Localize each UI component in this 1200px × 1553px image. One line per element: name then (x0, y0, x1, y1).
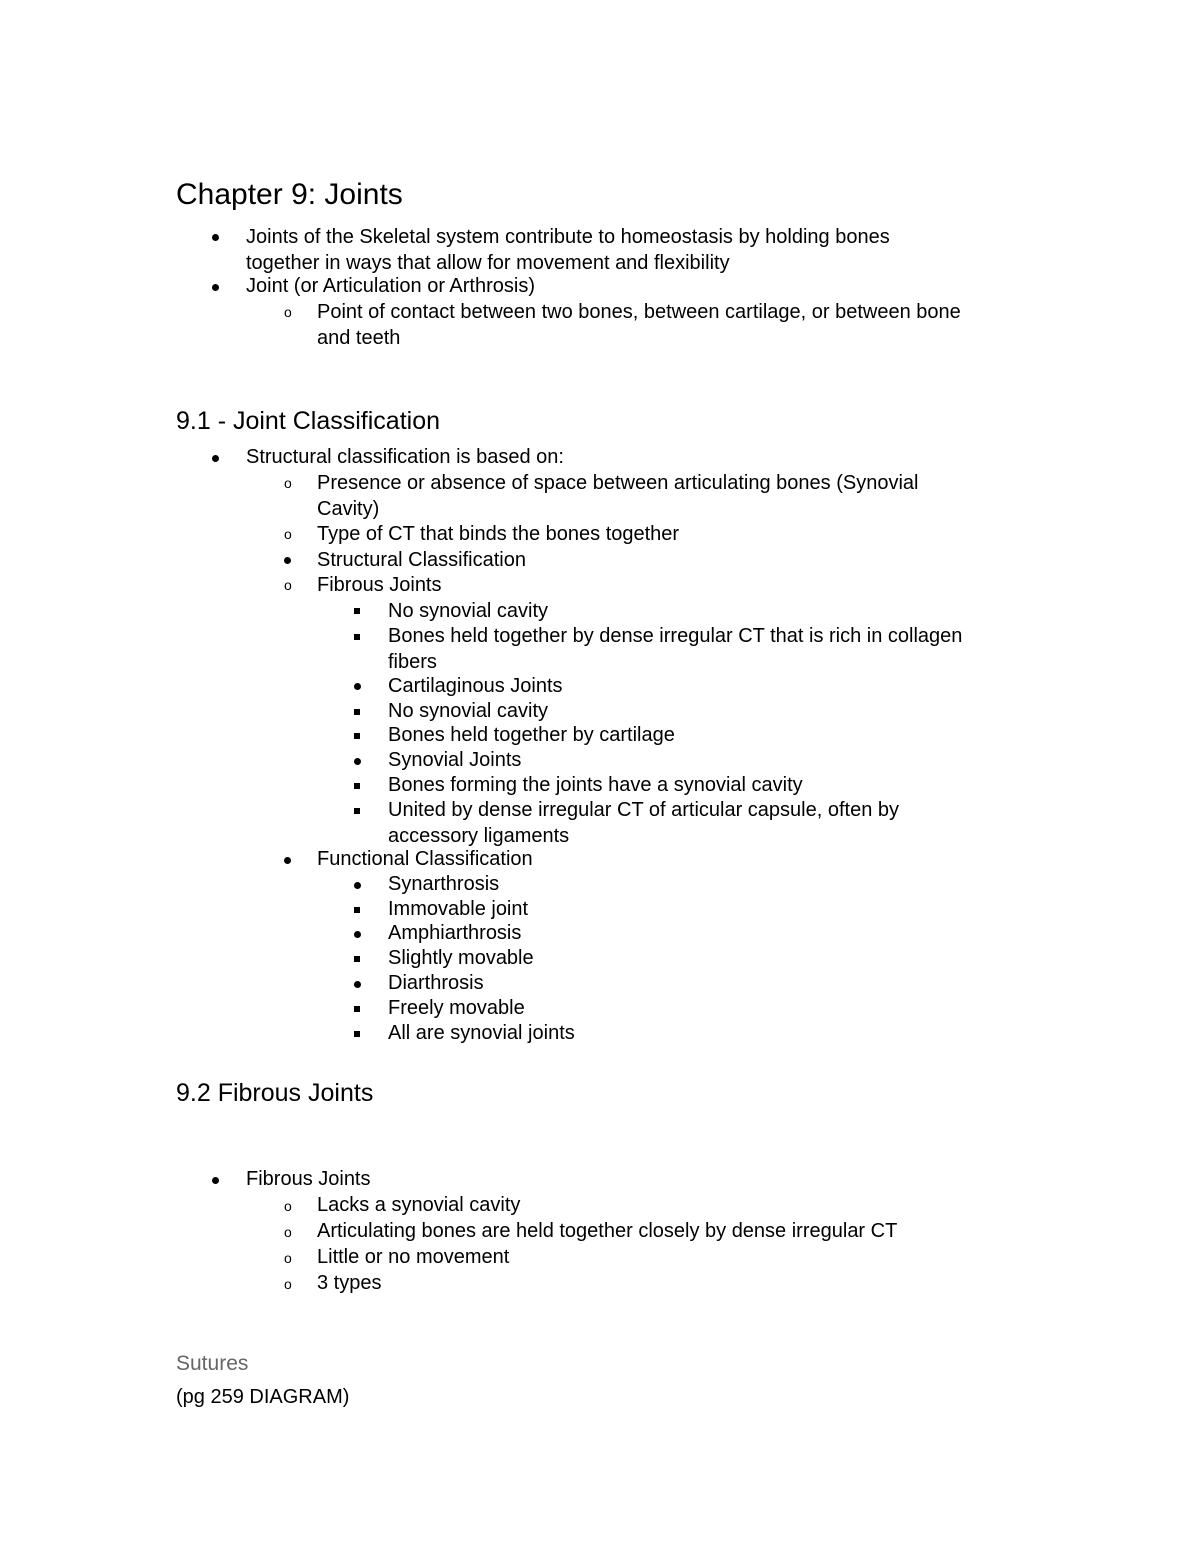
bullet-circle-icon: o (284, 526, 292, 542)
bullet-disc-icon (212, 234, 219, 241)
bullet-square-icon (354, 956, 360, 962)
list-item: Synovial Joints (388, 749, 522, 771)
bullet-disc-icon (284, 857, 291, 864)
bullet-disc-icon (212, 1177, 219, 1184)
bullet-circle-icon: o (284, 577, 292, 593)
bullet-circle-icon: o (284, 1224, 292, 1240)
bullet-disc-icon (212, 284, 219, 291)
list-item: All are synovial joints (388, 1022, 575, 1044)
list-item: Bones held together by dense irregular CT that is rich in collagen fibers (388, 625, 963, 673)
list-item: Little or no movement (317, 1246, 510, 1268)
bullet-disc-icon (354, 981, 361, 988)
bullet-square-icon (354, 733, 360, 739)
list-item: Functional Classification (317, 848, 533, 870)
list-item: Joint (or Articulation or Arthrosis) (246, 275, 535, 297)
bullet-square-icon (354, 783, 360, 789)
bullet-square-icon (354, 709, 360, 715)
list-item: Amphiarthrosis (388, 922, 522, 944)
list-item: 3 types (317, 1272, 382, 1294)
bullet-square-icon (354, 808, 360, 814)
list-item: Bones forming the joints have a synovial cavity (388, 774, 803, 796)
section-heading: 9.1 - Joint Classification (176, 407, 441, 435)
bullet-circle-icon: o (284, 475, 292, 491)
section-heading: 9.2 Fibrous Joints (176, 1079, 374, 1107)
list-item: Bones held together by cartilage (388, 724, 675, 746)
list-item: Structural classification is based on: (246, 446, 564, 468)
list-item: Joints of the Skeletal system contribute to homeostasis by holding bones together in ways that allow for movement and flexibility (246, 226, 890, 274)
chapter-title: Chapter 9: Joints (176, 178, 403, 211)
list-item: Diarthrosis (388, 972, 484, 994)
bullet-disc-icon (212, 455, 219, 462)
bullet-square-icon (354, 1006, 360, 1012)
list-item: Lacks a synovial cavity (317, 1194, 521, 1216)
list-item: Synarthrosis (388, 873, 500, 895)
list-item: Slightly movable (388, 947, 534, 969)
diagram-note: (pg 259 DIAGRAM) (176, 1386, 350, 1408)
bullet-circle-icon: o (284, 1276, 292, 1292)
bullet-disc-icon (284, 557, 291, 564)
list-item: Structural Classification (317, 549, 526, 571)
list-item: Fibrous Joints (317, 574, 442, 596)
bullet-disc-icon (354, 683, 361, 690)
list-item: No synovial cavity (388, 700, 549, 722)
bullet-circle-icon: o (284, 1250, 292, 1266)
bullet-square-icon (354, 634, 360, 640)
list-item: Presence or absence of space between articulating bones (Synovial Cavity) (317, 472, 919, 520)
list-item: United by dense irregular CT of articular capsule, often by accessory ligaments (388, 799, 900, 847)
list-item: Type of CT that binds the bones together (317, 523, 680, 545)
bullet-square-icon (354, 907, 360, 913)
bullet-circle-icon: o (284, 1198, 292, 1214)
list-item: Immovable joint (388, 898, 529, 920)
bullet-circle-icon: o (284, 304, 292, 320)
bullet-square-icon (354, 1031, 360, 1037)
list-item: Articulating bones are held together closely by dense irregular CT (317, 1220, 898, 1242)
list-item: Freely movable (388, 997, 525, 1019)
bullet-disc-icon (354, 882, 361, 889)
subsection-heading: Sutures (176, 1352, 249, 1375)
list-item: Fibrous Joints (246, 1168, 371, 1190)
list-item: Cartilaginous Joints (388, 675, 563, 697)
list-item: No synovial cavity (388, 600, 549, 622)
bullet-disc-icon (354, 931, 361, 938)
bullet-square-icon (354, 608, 360, 614)
bullet-disc-icon (354, 758, 361, 765)
list-item: Point of contact between two bones, between cartilage, or between bone and teeth (317, 301, 961, 349)
